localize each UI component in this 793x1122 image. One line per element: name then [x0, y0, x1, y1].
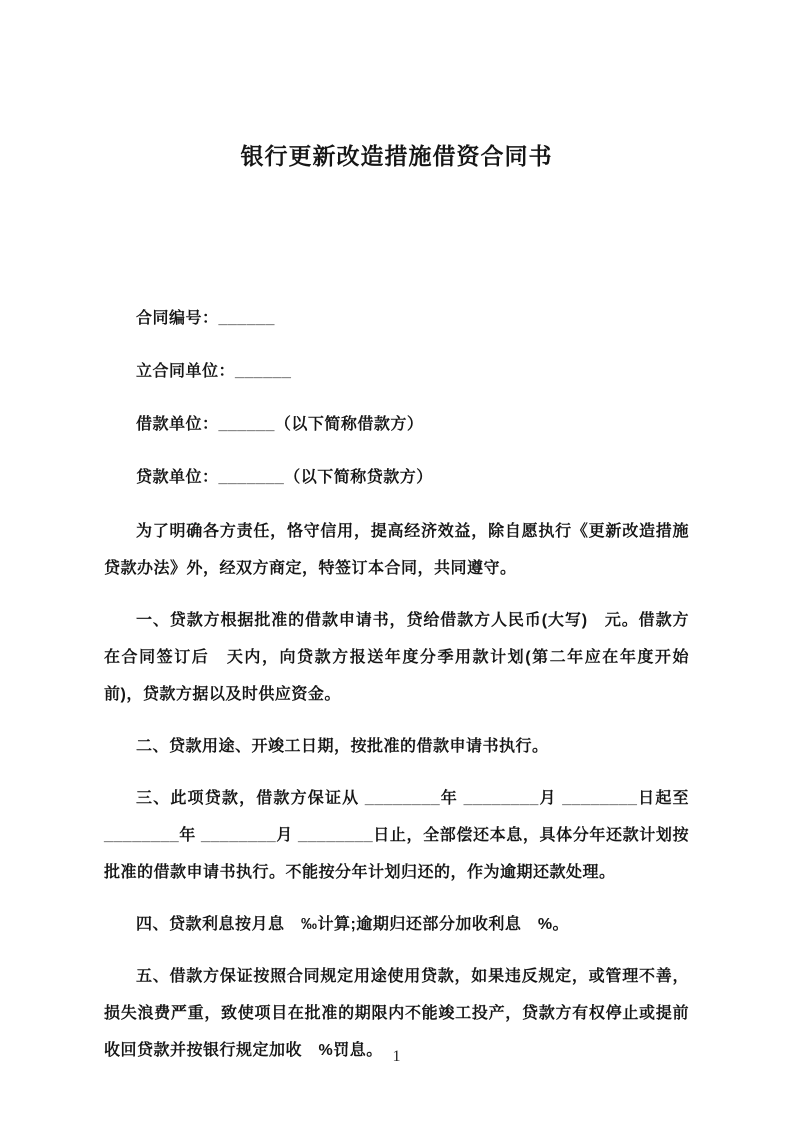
document-title: 银行更新改造措施借资合同书: [240, 143, 553, 169]
field-contracting-unit: 立合同单位：______: [136, 363, 292, 380]
field-contract-number: 合同编号：______: [136, 310, 275, 327]
contract-body: [104, 513, 694, 1069]
clause-1: 一、贷款方根据批准的借款申请书，贷给借款方人民币(大写) 元。借款方在合同签订后 天内，向贷款方报送年度分季用款计划(第二年应在年度开始前)，贷款方据以及时供应资金。: [104, 612, 689, 703]
page-footer: [0, 1048, 793, 1066]
clause-3: 三、此项贷款，借款方保证从 ________年 ________月 ________日起至 ________年 ________月 ________日止，全部偿还本息，具体分年还款计划按批准的借款申请书执行。不能按分年计划归还的，作为逾期还款处理。: [104, 790, 694, 881]
clause-4: 四、贷款利息按月息 ‰计算;逾期归还部分加收利息 %。: [136, 916, 570, 933]
page-number: 1: [392, 1048, 401, 1065]
field-lender-unit: 贷款单位：_______（以下简称贷款方）: [136, 469, 433, 486]
clause-5: 五、借款方保证按照合同规定用途使用贷款，如果违反规定，或管理不善，损失浪费严重，致使项目在批准的期限内不能竣工投产，贷款方有权停止或提前收回贷款并按银行规定加收 %罚息。: [104, 968, 689, 1059]
contract-header-fields: [104, 301, 689, 496]
field-borrower-unit: 借款单位：______（以下简称借款方）: [136, 416, 424, 433]
clause-2: 二、贷款用途、开竣工日期，按批准的借款申请书执行。: [136, 738, 549, 755]
paragraph-preamble: 为了明确各方责任，恪守信用，提高经济效益，除自愿执行《更新改造措施贷款办法》外，经双方商定，特签订本合同，共同遵守。: [104, 523, 689, 577]
